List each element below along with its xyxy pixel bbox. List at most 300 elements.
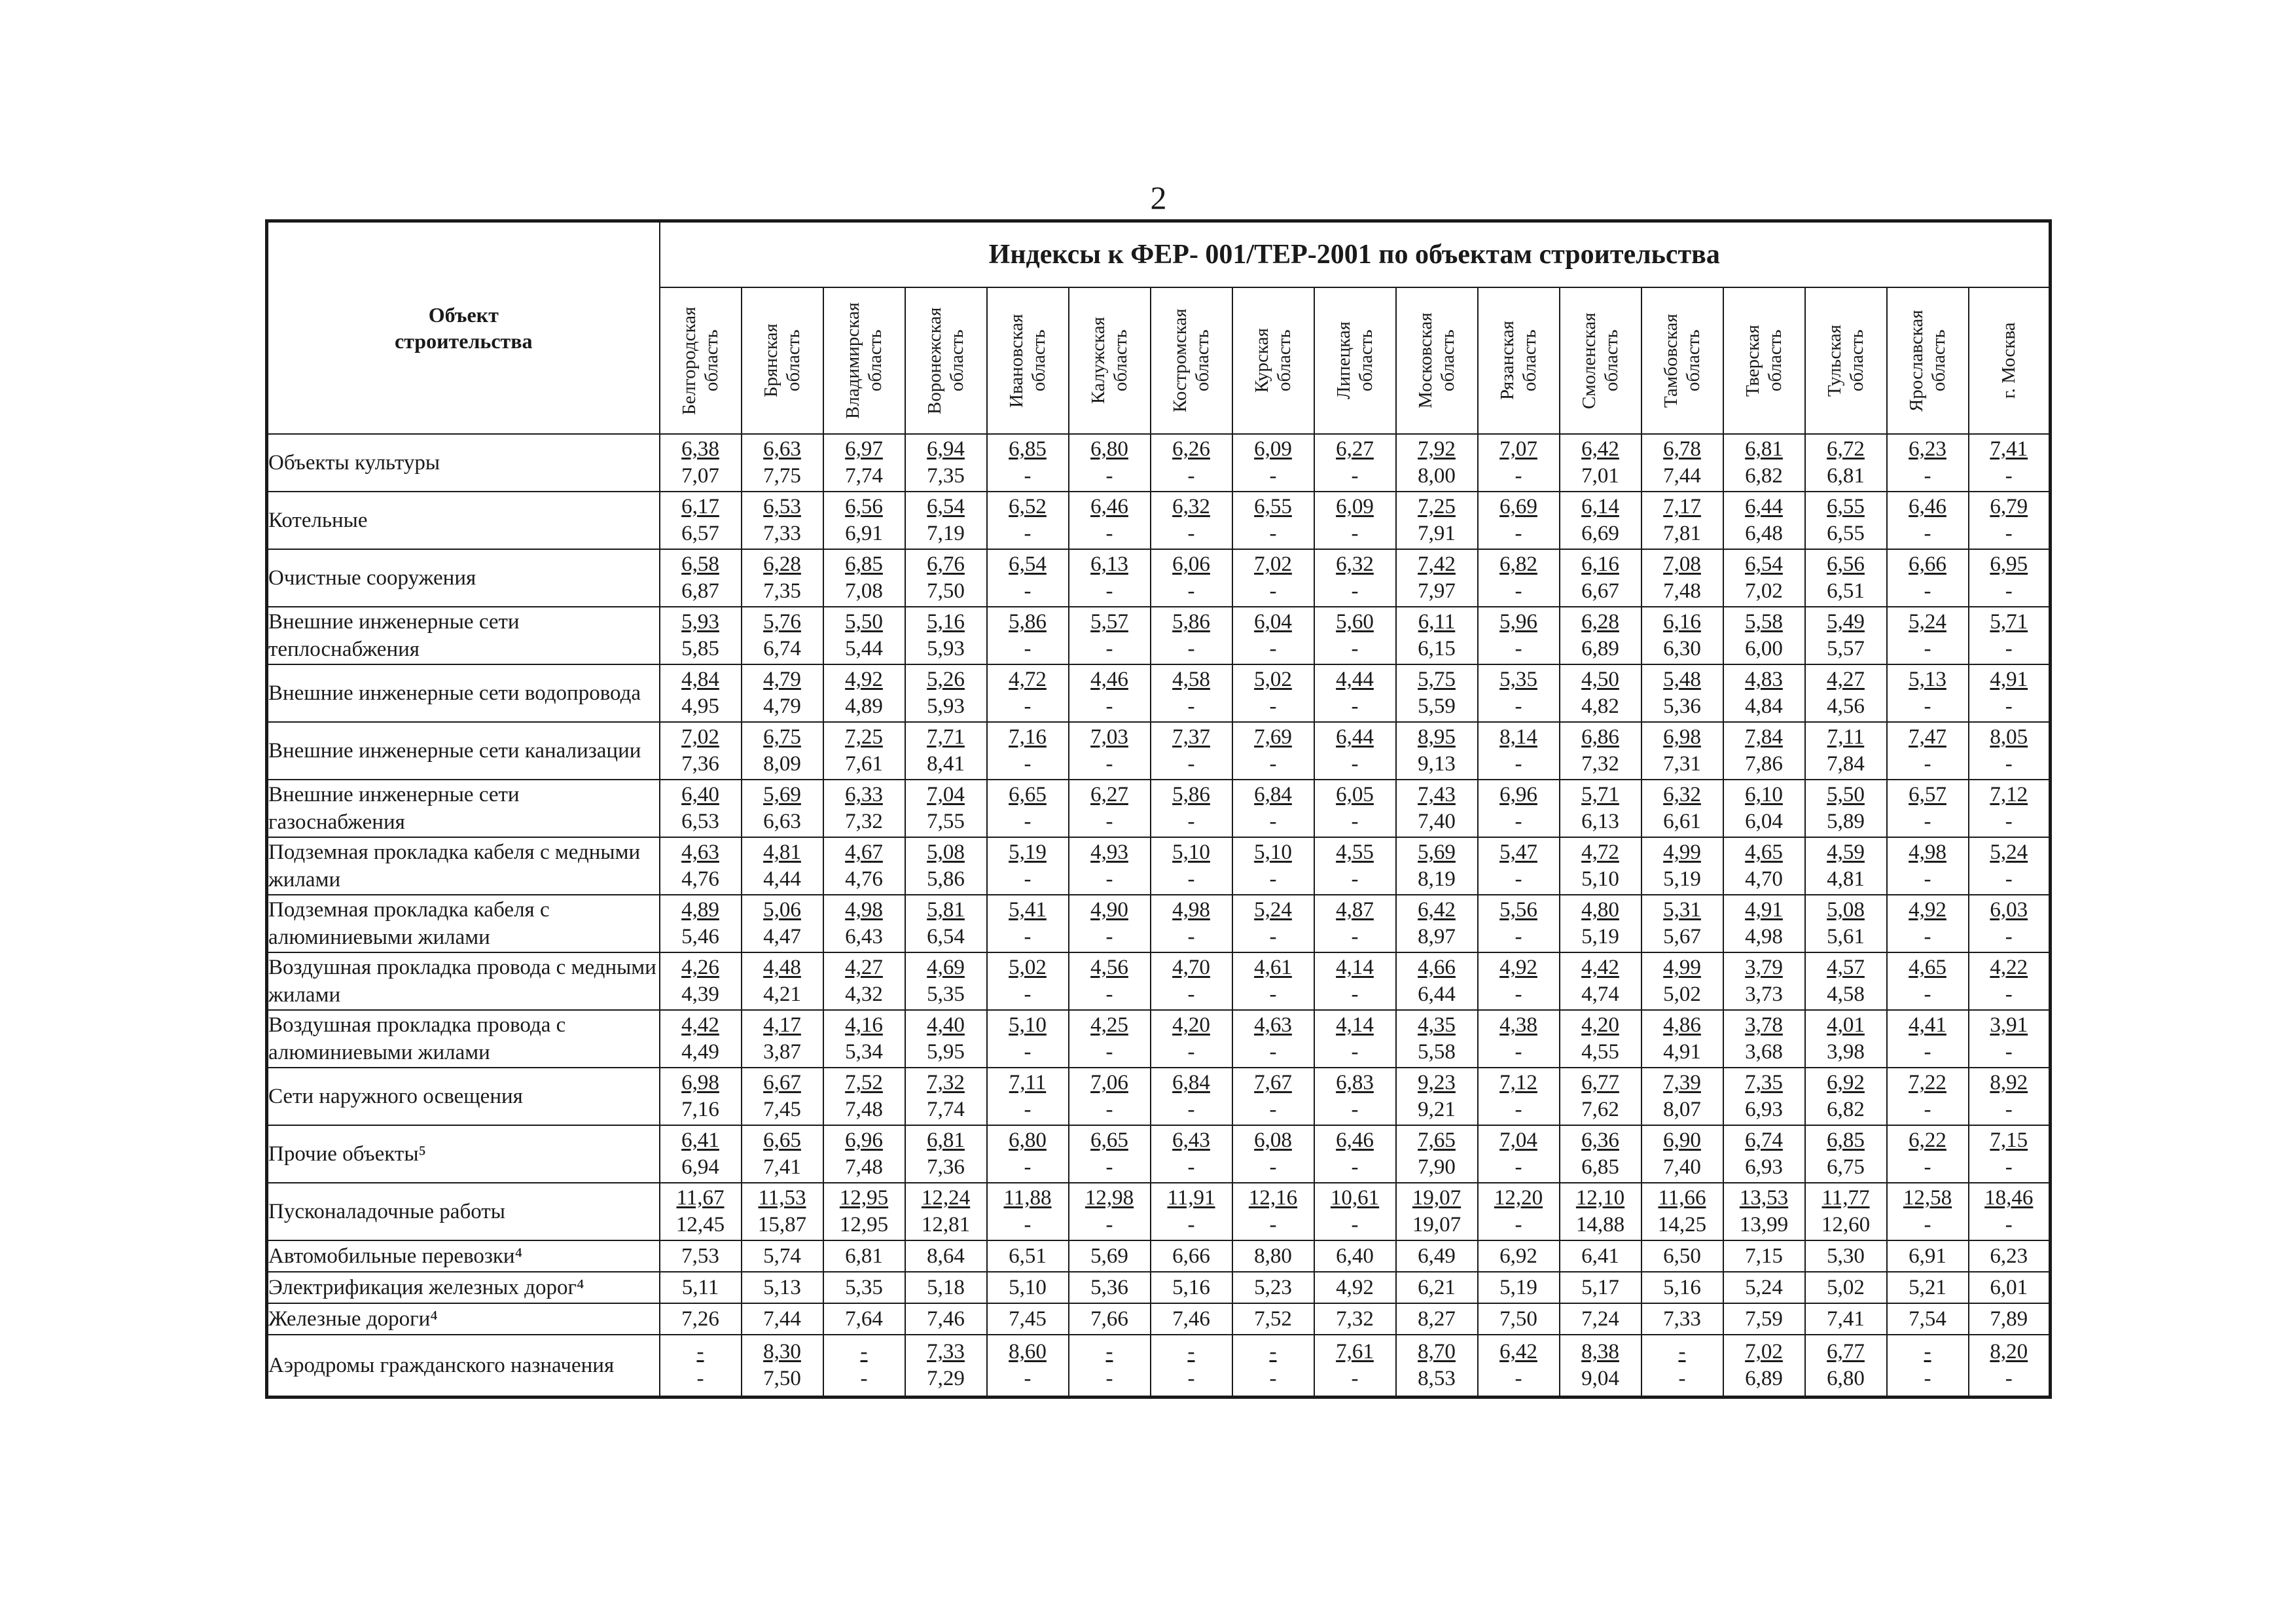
index-value-top: 6,46 bbox=[1909, 495, 1946, 518]
index-value-top: 4,89 bbox=[681, 898, 719, 922]
value-cell bbox=[1723, 1125, 1805, 1183]
value-cell bbox=[905, 1125, 987, 1183]
index-value-bottom: - bbox=[1351, 464, 1359, 488]
index-value-top: 6,84 bbox=[1172, 1071, 1210, 1094]
index-value-bottom: - bbox=[1024, 752, 1031, 776]
index-value-top: 6,92 bbox=[1827, 1071, 1865, 1094]
index-value-bottom: 4,56 bbox=[1827, 695, 1865, 718]
value-cell bbox=[1805, 837, 1887, 895]
value-cell bbox=[905, 434, 987, 492]
index-value-bottom: 3,68 bbox=[1745, 1040, 1783, 1064]
table-row bbox=[267, 952, 2051, 1010]
region-header-label: г. Москва bbox=[1998, 322, 2020, 399]
index-value-top: 5,10 bbox=[1172, 840, 1210, 864]
index-value-bottom: - bbox=[2005, 1098, 2013, 1121]
value-cell bbox=[1969, 664, 2051, 722]
value-cell bbox=[742, 607, 823, 664]
index-value-bottom: - bbox=[1924, 522, 1931, 545]
table-row bbox=[267, 1272, 2051, 1303]
index-value-top: 6,06 bbox=[1172, 552, 1210, 576]
value-cell bbox=[1314, 1068, 1396, 1125]
index-value-top: 4,72 bbox=[1581, 840, 1619, 864]
index-value-bottom: 7,35 bbox=[927, 464, 965, 488]
index-value-bottom: 7,16 bbox=[681, 1098, 719, 1121]
index-value-bottom: - bbox=[2005, 1040, 2013, 1064]
index-value-top: 6,74 bbox=[1745, 1128, 1783, 1152]
index-value-top: 4,79 bbox=[763, 668, 801, 691]
value-cell bbox=[1151, 1240, 1232, 1272]
index-value-top: 6,41 bbox=[681, 1128, 719, 1152]
index-value-bottom: 7,84 bbox=[1827, 752, 1865, 776]
value-cell bbox=[987, 1240, 1069, 1272]
index-value-bottom: 19,07 bbox=[1412, 1213, 1462, 1236]
table-row bbox=[267, 1068, 2051, 1125]
index-value-top: 7,17 bbox=[1663, 495, 1701, 518]
object-name: Внешние инженерные сети теплоснабжения bbox=[267, 607, 660, 664]
value-cell bbox=[1232, 1240, 1314, 1272]
index-value-bottom: 5,58 bbox=[1418, 1040, 1456, 1064]
index-value: 5,69 bbox=[1090, 1244, 1128, 1268]
value-cell bbox=[1151, 1183, 1232, 1240]
index-value-bottom: 5,35 bbox=[927, 983, 965, 1006]
index-value-top: 7,04 bbox=[1499, 1128, 1537, 1152]
index-value-bottom: 8,97 bbox=[1418, 925, 1456, 948]
value-cell bbox=[1887, 780, 1969, 837]
index-value-top: 6,28 bbox=[1581, 610, 1619, 634]
index-value-bottom: 6,57 bbox=[681, 522, 719, 545]
index-value-top: 6,54 bbox=[1009, 552, 1047, 576]
index-value-top: 7,41 bbox=[1990, 437, 2028, 461]
index-value-bottom: - bbox=[1351, 637, 1359, 660]
value-cell bbox=[1969, 1272, 2051, 1303]
value-cell bbox=[1314, 434, 1396, 492]
index-value-top: 5,41 bbox=[1009, 898, 1047, 922]
value-cell bbox=[1151, 1068, 1232, 1125]
value-cell bbox=[1641, 952, 1723, 1010]
index-value-bottom: 4,21 bbox=[763, 983, 801, 1006]
region-header-4 bbox=[987, 287, 1069, 434]
index-value: 4,92 bbox=[1336, 1276, 1374, 1299]
index-value-top: 4,98 bbox=[845, 898, 883, 922]
index-value-bottom: - bbox=[1924, 925, 1931, 948]
index-value-bottom: 7,50 bbox=[927, 579, 965, 603]
region-header-9 bbox=[1396, 287, 1478, 434]
index-value-bottom: 6,89 bbox=[1581, 637, 1619, 660]
value-cell bbox=[1478, 664, 1560, 722]
table-row bbox=[267, 780, 2051, 837]
index-value-bottom: 7,61 bbox=[845, 752, 883, 776]
index-value-top: 5,24 bbox=[1909, 610, 1946, 634]
value-cell bbox=[660, 664, 742, 722]
index-value-bottom: - bbox=[1024, 1040, 1031, 1064]
index-value-top: 6,40 bbox=[681, 783, 719, 806]
index-value-top: 7,42 bbox=[1418, 552, 1456, 576]
index-value-top: 7,61 bbox=[1336, 1340, 1374, 1363]
index-value-top: 5,19 bbox=[1009, 840, 1047, 864]
index-value-top: 6,83 bbox=[1336, 1071, 1374, 1094]
index-value-top: 4,42 bbox=[681, 1013, 719, 1037]
index-value-bottom: - bbox=[1351, 522, 1359, 545]
index-value-top: 7,65 bbox=[1418, 1128, 1456, 1152]
index-value-top: 4,63 bbox=[1254, 1013, 1292, 1037]
index-value-top: 5,24 bbox=[1990, 840, 2028, 864]
index-value-bottom: - bbox=[1924, 983, 1931, 1006]
value-cell bbox=[1641, 1183, 1723, 1240]
index-value-bottom: - bbox=[1269, 695, 1277, 718]
index-value-bottom: 7,40 bbox=[1418, 810, 1456, 833]
index-value-top: 7,22 bbox=[1909, 1071, 1946, 1094]
index-value: 5,10 bbox=[1009, 1276, 1047, 1299]
index-value-bottom: 7,44 bbox=[1663, 464, 1701, 488]
value-cell bbox=[905, 1272, 987, 1303]
index-value-top: 4,98 bbox=[1172, 898, 1210, 922]
index-value-top: 6,56 bbox=[845, 495, 883, 518]
index-value: 7,53 bbox=[681, 1244, 719, 1268]
index-value-top: 11,77 bbox=[1821, 1186, 1870, 1210]
index-value-top: 5,06 bbox=[763, 898, 801, 922]
value-cell bbox=[1969, 895, 2051, 952]
region-header-14 bbox=[1805, 287, 1887, 434]
object-name: Подземная прокладка кабеля с алюминиевыми жилами bbox=[267, 895, 660, 952]
index-value-top: 7,84 bbox=[1745, 725, 1783, 749]
object-name: Пусконаладочные работы bbox=[267, 1183, 660, 1240]
index-value-bottom: 4,47 bbox=[763, 925, 801, 948]
index-value-top: 6,14 bbox=[1581, 495, 1619, 518]
index-value-bottom: - bbox=[1105, 1155, 1113, 1179]
index-value-bottom: - bbox=[1515, 695, 1522, 718]
table-row bbox=[267, 1010, 2051, 1068]
index-value-bottom: 5,02 bbox=[1663, 983, 1701, 1006]
index-value-bottom: 5,19 bbox=[1663, 867, 1701, 891]
index-value-bottom: - bbox=[1924, 1367, 1931, 1390]
index-value-top: 6,04 bbox=[1254, 610, 1292, 634]
index-value-bottom: - bbox=[1678, 1367, 1686, 1390]
index-value-bottom: 8,53 bbox=[1418, 1367, 1456, 1390]
index-value-bottom: 8,07 bbox=[1663, 1098, 1701, 1121]
page-number: 2 bbox=[1150, 179, 1167, 216]
index-value-top: 6,46 bbox=[1336, 1128, 1374, 1152]
value-cell bbox=[823, 549, 905, 607]
index-value-top: 6,08 bbox=[1254, 1128, 1292, 1152]
index-value-bottom: - bbox=[1187, 695, 1195, 718]
value-cell bbox=[1069, 492, 1151, 549]
index-value-top: 19,07 bbox=[1412, 1186, 1462, 1210]
index-value-top: 7,03 bbox=[1090, 725, 1128, 749]
region-header-2 bbox=[823, 287, 905, 434]
value-cell bbox=[1151, 492, 1232, 549]
index-value-top: 4,17 bbox=[763, 1013, 801, 1037]
index-value-bottom: - bbox=[1515, 637, 1522, 660]
value-cell bbox=[1723, 1272, 1805, 1303]
value-cell bbox=[1069, 837, 1151, 895]
value-cell bbox=[1478, 837, 1560, 895]
index-value-top: 6,67 bbox=[763, 1071, 801, 1094]
value-cell bbox=[823, 1240, 905, 1272]
index-value-top: 5,76 bbox=[763, 610, 801, 634]
index-value-bottom: 5,95 bbox=[927, 1040, 965, 1064]
index-value-top: 6,42 bbox=[1499, 1340, 1537, 1363]
index-value-top: 8,38 bbox=[1581, 1340, 1619, 1363]
value-cell bbox=[1069, 1125, 1151, 1183]
value-cell bbox=[1723, 895, 1805, 952]
index-value-top: 6,53 bbox=[763, 495, 801, 518]
index-value-top: 6,42 bbox=[1581, 437, 1619, 461]
index-value-bottom: 7,08 bbox=[845, 579, 883, 603]
index-value-bottom: 6,82 bbox=[1745, 464, 1783, 488]
index-value-top: 6,85 bbox=[845, 552, 883, 576]
table-row bbox=[267, 434, 2051, 492]
index-value-bottom: 6,51 bbox=[1827, 579, 1865, 603]
index-value-bottom: - bbox=[2005, 1155, 2013, 1179]
index-value-bottom: 5,36 bbox=[1663, 695, 1701, 718]
index-value-top: 11,91 bbox=[1167, 1186, 1215, 1210]
index-value-bottom: - bbox=[1187, 579, 1195, 603]
value-cell bbox=[1805, 434, 1887, 492]
index-value-top: 6,82 bbox=[1499, 552, 1537, 576]
index-value-top: 5,57 bbox=[1090, 610, 1128, 634]
value-cell bbox=[1396, 1303, 1478, 1335]
index-value-bottom: 7,31 bbox=[1663, 752, 1701, 776]
index-value-bottom: 6,61 bbox=[1663, 810, 1701, 833]
index-value-bottom: - bbox=[1105, 810, 1113, 833]
table-title: Индексы к ФЕР- 001/ТЕР-2001 по объектам строительства bbox=[660, 221, 2051, 288]
index-value-bottom: 4,82 bbox=[1581, 695, 1619, 718]
index-value-top: 4,16 bbox=[845, 1013, 883, 1037]
value-cell bbox=[1396, 1010, 1478, 1068]
value-cell bbox=[1805, 549, 1887, 607]
value-cell bbox=[742, 780, 823, 837]
index-value-bottom: 7,40 bbox=[1663, 1155, 1701, 1179]
index-value: 5,17 bbox=[1581, 1276, 1619, 1299]
value-cell bbox=[660, 1183, 742, 1240]
index-value-bottom: 7,07 bbox=[681, 464, 719, 488]
value-cell bbox=[1805, 1068, 1887, 1125]
index-value-bottom: 6,53 bbox=[681, 810, 719, 833]
index-value-bottom: - bbox=[1187, 925, 1195, 948]
index-value-bottom: 4,79 bbox=[763, 695, 801, 718]
index-value-bottom: - bbox=[1515, 867, 1522, 891]
index-value-top: 6,94 bbox=[927, 437, 965, 461]
value-cell bbox=[1069, 1068, 1151, 1125]
index-value-bottom: - bbox=[1105, 867, 1113, 891]
index-value: 6,51 bbox=[1009, 1244, 1047, 1268]
region-header-label: Ярославская область bbox=[1906, 310, 1949, 412]
value-cell bbox=[1560, 1272, 1641, 1303]
index-value-top: 6,03 bbox=[1990, 898, 2028, 922]
index-value-top: 5,50 bbox=[845, 610, 883, 634]
value-cell bbox=[905, 780, 987, 837]
index-value-bottom: - bbox=[1024, 1098, 1031, 1121]
index-value-bottom: - bbox=[1351, 1213, 1359, 1236]
index-value-top: 6,81 bbox=[927, 1128, 965, 1152]
index-value-top: 6,58 bbox=[681, 552, 719, 576]
index-value-top: 5,86 bbox=[1172, 783, 1210, 806]
value-cell bbox=[823, 895, 905, 952]
object-column-header bbox=[267, 221, 660, 435]
index-value-bottom: 7,48 bbox=[1663, 579, 1701, 603]
value-cell bbox=[660, 607, 742, 664]
index-value-top: 4,80 bbox=[1581, 898, 1619, 922]
value-cell bbox=[905, 837, 987, 895]
index-value-top: 4,48 bbox=[763, 956, 801, 979]
value-cell bbox=[1314, 1303, 1396, 1335]
index-value-bottom: 5,46 bbox=[681, 925, 719, 948]
index-value-bottom: - bbox=[1024, 522, 1031, 545]
index-value-bottom: 5,85 bbox=[681, 637, 719, 660]
index-value-top: 3,79 bbox=[1745, 956, 1783, 979]
index-value-bottom: - bbox=[1024, 867, 1031, 891]
region-header-label: Рязанская область bbox=[1497, 321, 1540, 401]
value-cell bbox=[1232, 434, 1314, 492]
value-cell bbox=[1396, 1183, 1478, 1240]
index-value-top: 7,52 bbox=[845, 1071, 883, 1094]
index-value-top: 4,92 bbox=[845, 668, 883, 691]
value-cell bbox=[742, 837, 823, 895]
index-value-top: 4,41 bbox=[1909, 1013, 1946, 1037]
value-cell bbox=[1887, 1240, 1969, 1272]
index-value-top: 12,98 bbox=[1085, 1186, 1134, 1210]
index-value-top: 4,87 bbox=[1336, 898, 1374, 922]
value-cell bbox=[1887, 1125, 1969, 1183]
index-value-top: 4,01 bbox=[1827, 1013, 1865, 1037]
index-value-top: 6,66 bbox=[1909, 552, 1946, 576]
object-name: Внешние инженерные сети канализации bbox=[267, 722, 660, 780]
region-header-label: Тамбовская область bbox=[1660, 314, 1704, 408]
value-cell bbox=[1314, 780, 1396, 837]
index-value: 7,54 bbox=[1909, 1307, 1946, 1331]
index-value-top: 4,14 bbox=[1336, 956, 1374, 979]
index-value-bottom: 6,55 bbox=[1827, 522, 1865, 545]
index-value-top: 6,80 bbox=[1009, 1128, 1047, 1152]
index-value-bottom: 4,44 bbox=[763, 867, 801, 891]
index-value-top: 6,28 bbox=[763, 552, 801, 576]
value-cell bbox=[1151, 1125, 1232, 1183]
value-cell bbox=[1641, 434, 1723, 492]
index-value-top: 6,26 bbox=[1172, 437, 1210, 461]
index-value-bottom: - bbox=[1105, 695, 1113, 718]
value-cell bbox=[660, 1303, 742, 1335]
value-cell bbox=[1805, 722, 1887, 780]
index-value-bottom: - bbox=[1269, 925, 1277, 948]
value-cell bbox=[1641, 895, 1723, 952]
index-value-bottom: 6,74 bbox=[763, 637, 801, 660]
value-cell bbox=[1887, 952, 1969, 1010]
index-value: 7,26 bbox=[681, 1307, 719, 1331]
index-value-top: 4,92 bbox=[1909, 898, 1946, 922]
index-value-top: 7,08 bbox=[1663, 552, 1701, 576]
value-cell bbox=[1723, 1010, 1805, 1068]
index-value-bottom: 8,41 bbox=[927, 752, 965, 776]
index-value-bottom: - bbox=[2005, 810, 2013, 833]
index-value-top: 4,83 bbox=[1745, 668, 1783, 691]
index-value-top: 6,10 bbox=[1745, 783, 1783, 806]
index-value-top: 6,44 bbox=[1336, 725, 1374, 749]
table-body bbox=[267, 434, 2051, 1398]
value-cell bbox=[1232, 895, 1314, 952]
index-value-top: 5,16 bbox=[927, 610, 965, 634]
index-value-bottom: 6,87 bbox=[681, 579, 719, 603]
index-value-top: 5,13 bbox=[1909, 668, 1946, 691]
index-value-bottom: 6,93 bbox=[1745, 1155, 1783, 1179]
value-cell bbox=[1805, 952, 1887, 1010]
value-cell bbox=[905, 1240, 987, 1272]
index-value-bottom: 12,81 bbox=[921, 1213, 971, 1236]
index-value-top: 7,37 bbox=[1172, 725, 1210, 749]
index-value-top: 6,42 bbox=[1418, 898, 1456, 922]
value-cell bbox=[1723, 434, 1805, 492]
value-cell bbox=[1478, 895, 1560, 952]
index-value-top: 5,31 bbox=[1663, 898, 1701, 922]
value-cell bbox=[1723, 1335, 1805, 1398]
value-cell bbox=[1314, 664, 1396, 722]
index-value-top: 12,16 bbox=[1248, 1186, 1298, 1210]
index-value-top: 13,53 bbox=[1739, 1186, 1789, 1210]
index-value-bottom: - bbox=[1187, 867, 1195, 891]
index-value-top: 7,02 bbox=[681, 725, 719, 749]
value-cell bbox=[1396, 895, 1478, 952]
value-cell bbox=[823, 492, 905, 549]
index-value-top: 11,67 bbox=[676, 1186, 725, 1210]
index-value-bottom: 6,75 bbox=[1827, 1155, 1865, 1179]
object-name: Сети наружного освещения bbox=[267, 1068, 660, 1125]
index-value-bottom: 8,09 bbox=[763, 752, 801, 776]
value-cell bbox=[987, 722, 1069, 780]
table-row bbox=[267, 1183, 2051, 1240]
index-value-top: 3,78 bbox=[1745, 1013, 1783, 1037]
index-value-bottom: - bbox=[1924, 867, 1931, 891]
value-cell bbox=[660, 1010, 742, 1068]
index-value-bottom: - bbox=[696, 1367, 704, 1390]
value-cell bbox=[1069, 1010, 1151, 1068]
index-value-bottom: 5,86 bbox=[927, 867, 965, 891]
value-cell bbox=[1969, 607, 2051, 664]
index-value-top: 7,32 bbox=[927, 1071, 965, 1094]
value-cell bbox=[1969, 1303, 2051, 1335]
index-value-top: 6,55 bbox=[1254, 495, 1292, 518]
index-value: 5,35 bbox=[845, 1276, 883, 1299]
index-value-bottom: 6,00 bbox=[1745, 637, 1783, 660]
index-value-bottom: - bbox=[1024, 1155, 1031, 1179]
index-value-top: 11,66 bbox=[1658, 1186, 1706, 1210]
value-cell bbox=[1969, 1240, 2051, 1272]
value-cell bbox=[660, 1125, 742, 1183]
index-value-top: 6,77 bbox=[1827, 1340, 1865, 1363]
index-value-top: 8,60 bbox=[1009, 1340, 1047, 1363]
index-value-bottom: - bbox=[1515, 464, 1522, 488]
index-value-top: 7,25 bbox=[1418, 495, 1456, 518]
index-value: 7,46 bbox=[1172, 1307, 1210, 1331]
index-value-bottom: - bbox=[1105, 752, 1113, 776]
index-value-top: 5,60 bbox=[1336, 610, 1374, 634]
value-cell bbox=[1887, 492, 1969, 549]
index-value-bottom: - bbox=[1024, 1213, 1031, 1236]
index-value-top: 4,22 bbox=[1990, 956, 2028, 979]
index-value-top: 4,98 bbox=[1909, 840, 1946, 864]
value-cell bbox=[660, 1068, 742, 1125]
index-value-top: 4,86 bbox=[1663, 1013, 1701, 1037]
region-header-15 bbox=[1887, 287, 1969, 434]
value-cell bbox=[1232, 780, 1314, 837]
value-cell bbox=[1232, 722, 1314, 780]
value-cell bbox=[1723, 664, 1805, 722]
index-value-bottom: 8,00 bbox=[1418, 464, 1456, 488]
index-value: 6,50 bbox=[1663, 1244, 1701, 1268]
index-value: 5,19 bbox=[1499, 1276, 1537, 1299]
index-value-top: 4,50 bbox=[1581, 668, 1619, 691]
value-cell bbox=[905, 1183, 987, 1240]
index-value-top: 5,58 bbox=[1745, 610, 1783, 634]
index-value: 7,50 bbox=[1499, 1307, 1537, 1331]
